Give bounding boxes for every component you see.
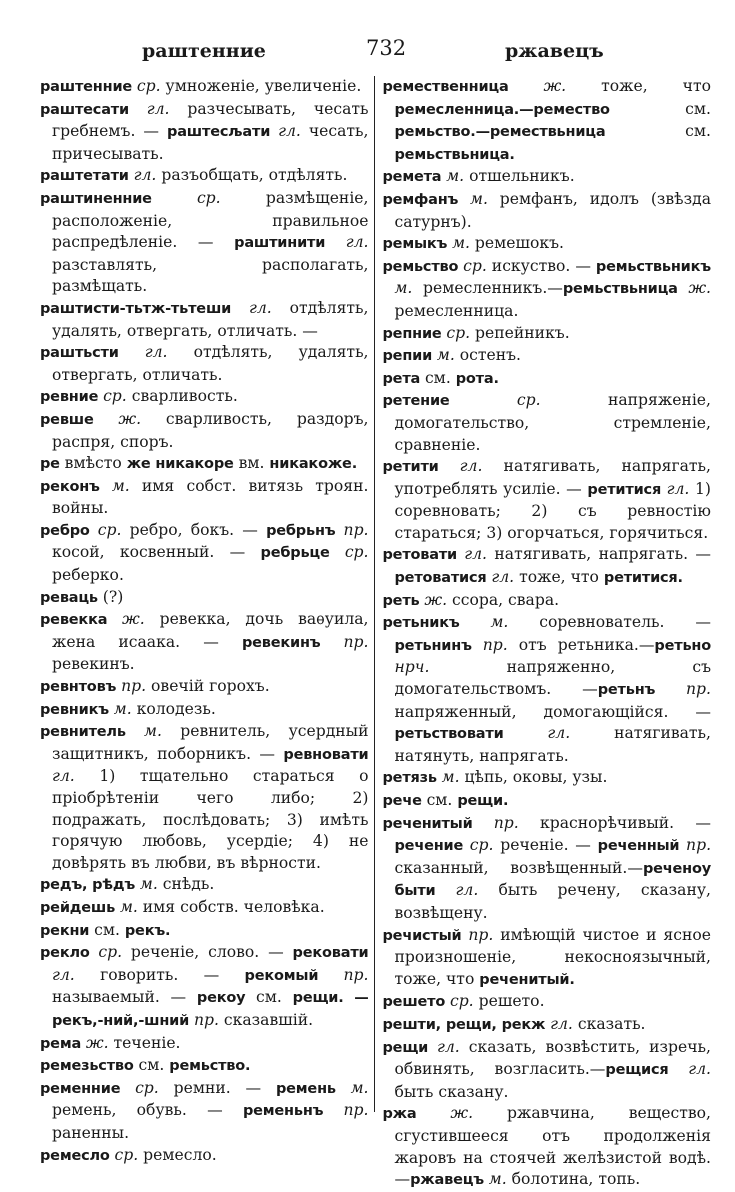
dictionary-entry (40, 298, 369, 342)
definition-text: вм. (233, 454, 270, 473)
dictionary-entry (383, 390, 712, 456)
grammar-label: пр. (343, 1101, 369, 1120)
grammar-label: гл. (345, 233, 369, 252)
header-left-word: раштенние (142, 40, 266, 62)
grammar-label: гл. (459, 457, 483, 476)
dictionary-entry (383, 1037, 712, 1104)
headword: ревнтовъ (40, 679, 122, 696)
headword: рековати (292, 945, 369, 962)
grammar-label: пр. (482, 635, 508, 654)
definition-text: напряженіе, домогательство, стремленіе, сравненіе. (394, 391, 711, 454)
headword: ретитися. (603, 570, 683, 587)
definition-text: сварливость. (126, 387, 238, 406)
definition-text: напряженный, домогающійся. — (394, 702, 711, 721)
grammar-label: м. (111, 476, 130, 495)
dictionary-entry (40, 342, 369, 386)
definition-text: краснорѣчивый. — (518, 813, 711, 832)
grammar-label: ср. (196, 188, 221, 207)
page-number: 732 (366, 36, 407, 60)
definition-text: имя собст. витязь троян. войны. (52, 476, 369, 518)
dictionary-entry (40, 1033, 369, 1056)
definition-text: напряженно, съ домогательствомъ. — (394, 658, 711, 699)
headword: реченоу быти (394, 860, 711, 900)
headword: ремьствьница. (394, 146, 515, 163)
headword: ребрьце (260, 545, 345, 562)
dictionary-entry (383, 189, 712, 233)
definition-text: см. (609, 99, 711, 118)
grammar-label: гл. (52, 767, 75, 786)
grammar-label: м. (139, 875, 158, 894)
grammar-label: ср. (103, 387, 127, 406)
grammar-label: гл. (688, 1060, 711, 1079)
headword: ремьствьникъ (595, 258, 711, 275)
definition-text: чесать, причесывать. (52, 122, 369, 163)
grammar-label: ср. (97, 520, 122, 539)
headword: ремьство.—ремествьница (394, 124, 606, 141)
dictionary-entry (40, 721, 369, 874)
dictionary-entry (40, 453, 369, 476)
definition-text: 1) соревновать; 2) съ ревностію стараться; 3) огорчаться, горячиться. (394, 479, 711, 542)
definition-text: косой, косвенный. — (52, 543, 261, 562)
grammar-label: гл. (146, 99, 170, 118)
headword: раштесати (40, 101, 147, 118)
headword: реваць (40, 589, 103, 606)
headword: рекомый (244, 967, 344, 984)
definition-text: см. (605, 122, 711, 141)
headword: рещи. — рекъ,-ний,-шний (52, 990, 369, 1029)
running-header (20, 36, 717, 76)
headword: редъ, рѣдъ (40, 877, 140, 894)
definition-text: соревнователь. — (508, 613, 712, 632)
headword: ревше (40, 411, 119, 428)
grammar-label: ср. (469, 836, 494, 855)
headword: ретовати (382, 547, 465, 564)
headword: реченитый. (479, 971, 575, 988)
definition-text: сказать. (572, 1014, 646, 1033)
grammar-label: гл. (133, 166, 157, 185)
headword: рекни (40, 922, 95, 939)
grammar-label: м. (436, 346, 455, 365)
dictionary-entry (383, 166, 712, 189)
grammar-label: ср. (98, 943, 123, 962)
definition-text: см. (138, 1056, 170, 1075)
definition-text: отшельникъ. (464, 167, 575, 186)
headword: ретьнинъ (394, 637, 483, 654)
grammar-label: пр. (343, 520, 369, 539)
headword: раштинити (234, 235, 346, 252)
grammar-label: м. (350, 1078, 369, 1097)
definition-text: сказать, возвѣстить, изречь, обвинять, возгласить.— (394, 1037, 711, 1079)
dictionary-entry (383, 544, 712, 589)
definition-text: ржавчина, вещество, сгустившееся отъ продолженія жаровъ на стоячей желѣзистой водѣ.— (394, 1104, 711, 1189)
definition-text: 1) тщательно стараться о пріобрѣтеніи чего либо; 2) подражать, послѣдовать; 3) имѣть горячую любовь, усердіе; 4) не довѣрять въ любви, въ вѣрности. (52, 767, 369, 872)
dictionary-entry (40, 897, 369, 920)
grammar-label: м. (488, 1170, 507, 1189)
definition-text: сварливость, раздоръ, распря, споръ. (52, 409, 369, 451)
headword: ремесло (40, 1147, 115, 1164)
definition-text: ремесленница. (394, 301, 519, 320)
headword: ременние (40, 1080, 136, 1097)
headword: ременьнъ (242, 1103, 344, 1120)
headword: рекоу (196, 990, 257, 1007)
definition-text: овечій горохъ. (146, 677, 270, 696)
definition-text: разставлять, располагать, размѣщать. (52, 255, 369, 296)
grammar-label: ср. (344, 543, 369, 562)
headword: ретьнъ (597, 682, 687, 699)
grammar-label: пр. (193, 1010, 219, 1029)
grammar-label: гл. (144, 343, 168, 362)
grammar-label: м. (113, 699, 132, 718)
definition-text: раненны. (52, 1123, 130, 1142)
headword: ретитися (587, 481, 667, 498)
grammar-label: гл. (491, 568, 515, 587)
definition-text: натягивать, натянуть, напрягать. (394, 724, 711, 765)
headword: ремфанъ (382, 191, 471, 208)
headword: реть (382, 592, 425, 609)
headword: ретязь (382, 770, 442, 787)
headword: ревние (40, 389, 104, 406)
headword: речение (394, 838, 470, 855)
definition-text: см. (256, 988, 293, 1007)
dictionary-entry (383, 991, 712, 1014)
definition-text: ревекка, дочь ваѳуила, жена исаака. — (52, 610, 369, 651)
definition-text: решето. (473, 992, 545, 1011)
headword: репние (382, 325, 447, 342)
definition-text: называемый. — (52, 988, 197, 1007)
grammar-label: гл. (278, 122, 301, 141)
headword: ребро (40, 522, 98, 539)
grammar-label: гл. (547, 724, 571, 743)
grammar-label: пр. (686, 836, 712, 855)
left-column (26, 76, 374, 1164)
headword: реконъ (40, 478, 112, 495)
headword: ремесленница.—ремество (394, 101, 610, 118)
grammar-label: гл. (550, 1014, 573, 1033)
dictionary-entry (40, 1055, 369, 1078)
definition-text: отдѣлять, удалять, отвергать, отличать. — (52, 298, 369, 340)
headword: ревникъ (40, 701, 114, 718)
dictionary-entry (40, 76, 369, 99)
dictionary-entry (40, 587, 369, 610)
definition-text: быть сказану. (394, 1082, 509, 1101)
right-column (374, 76, 716, 1189)
headword: ретьно (654, 637, 711, 654)
definition-text: см. (424, 368, 456, 387)
definition-text: имѣющій чистое и ясное произношеніе, некосноязычный, тоже, что (394, 925, 711, 988)
definition-text: быть речену, сказану, возвѣщену. (394, 881, 711, 922)
dictionary-entry (40, 676, 369, 699)
definition-text: ревекинъ. (52, 655, 135, 674)
definition-text: ремешокъ. (469, 234, 565, 253)
dictionary-entry (383, 790, 712, 813)
grammar-label: гл. (455, 881, 479, 900)
dictionary-entry (40, 520, 369, 587)
grammar-label: гл. (437, 1037, 460, 1056)
grammar-label: м. (441, 768, 460, 787)
definition-text: реченіе, слово. — (122, 943, 293, 962)
definition-text: отдѣлять, удалять, отвергать, отличать. (52, 343, 369, 384)
definition-text: разъобщать, отдѣлять. (156, 166, 348, 185)
dictionary-entry (383, 456, 712, 544)
definition-text: вмѣсто (64, 454, 127, 473)
definition-text: ремень, обувь. — (52, 1101, 243, 1120)
grammar-label: пр. (468, 925, 494, 944)
headword: реченный (597, 838, 687, 855)
definition-text: болотина, топь. (506, 1170, 641, 1189)
headword: ретити (382, 459, 460, 476)
definition-text: тоже, что (514, 568, 604, 587)
grammar-label: ср. (135, 1078, 159, 1097)
definition-text: ремесло. (138, 1145, 217, 1164)
headword: ремьство (382, 258, 464, 275)
grammar-label: ж. (424, 590, 448, 609)
headword: же никакоре (126, 456, 234, 473)
headword: ретьствовати (394, 726, 548, 743)
grammar-label: м. (144, 722, 162, 741)
definition-text: ревнитель, усердный защитникъ, поборникъ. — (52, 722, 369, 763)
definition-text: ссора, свара. (447, 590, 560, 609)
dictionary-entry (383, 813, 712, 925)
headword: ревнитель (40, 724, 145, 741)
headword: раштенние (40, 79, 137, 95)
definition-text: сказанный, возвѣщенный.— (394, 858, 643, 877)
headword: ретоватися (394, 570, 492, 587)
grammar-label: м. (470, 189, 488, 208)
dictionary-entry (40, 165, 369, 188)
headword: рета (382, 370, 425, 387)
grammar-label: м. (446, 167, 465, 186)
headword: раштесљати (167, 124, 279, 141)
headword: раштисти-тьтж-тьтеши (40, 300, 249, 317)
headword: рещи. (457, 793, 509, 809)
grammar-label: пр. (686, 680, 711, 699)
grammar-label: пр. (121, 677, 147, 696)
dictionary-entry (40, 386, 369, 409)
definition-text: натягивать, напрягать. — (487, 545, 711, 564)
dictionary-entry (40, 920, 369, 943)
definition-text: ремни. — (158, 1078, 276, 1097)
dictionary-entry (383, 256, 712, 323)
header-right-word: ржавецъ (505, 40, 604, 62)
dictionary-entry (40, 409, 369, 453)
dictionary-entry (40, 699, 369, 722)
definition-text: реберко. (52, 566, 124, 585)
definition-text: ребро, бокъ. — (121, 520, 267, 539)
headword: ремета (382, 169, 447, 186)
grammar-label: гл. (248, 298, 272, 317)
dictionary-entry (383, 345, 712, 368)
headword: реченитый (382, 815, 494, 832)
dictionary-entry (383, 368, 712, 391)
definition-text: имя собств. человѣка. (137, 897, 325, 916)
dictionary-entry (40, 874, 369, 897)
headword: раштетати (40, 168, 134, 185)
dictionary-entry (40, 609, 369, 676)
definition-text: (?) (102, 587, 124, 606)
headword: рещи (382, 1039, 437, 1056)
dictionary-entry (383, 323, 712, 346)
dictionary-entry (40, 1078, 369, 1145)
grammar-label: ср. (446, 323, 471, 342)
grammar-label: ж. (118, 409, 142, 428)
headword: рекло (40, 945, 99, 962)
grammar-label: ср. (136, 77, 161, 95)
dictionary-entry (40, 476, 369, 520)
headword: ремыкъ (382, 236, 453, 253)
dictionary-entry (383, 767, 712, 790)
dictionary-entry (40, 99, 369, 166)
headword: рекъ. (124, 922, 171, 939)
definition-text: ремфанъ, идолъ (звѣзда сатурнъ). (394, 189, 711, 231)
definition-text: остенъ. (454, 346, 522, 365)
dictionary-entry (383, 612, 712, 767)
definition-text: см. (426, 791, 458, 809)
definition-text: искуство. — (486, 256, 596, 275)
definition-text: разчесывать, чесать гребнемъ. — (52, 99, 369, 141)
headword: рота. (455, 370, 499, 387)
headword: ревекка (40, 612, 123, 629)
headword: ремьствьница (562, 281, 689, 298)
dictionary-entry (40, 188, 369, 298)
definition-text: натягивать, напрягать, употреблять усиліе. — (394, 457, 711, 498)
definition-text: теченіе. (108, 1033, 181, 1052)
dictionary-entry (383, 925, 712, 992)
definition-text: ремесленникъ.— (412, 279, 563, 298)
headword: рещися (605, 1062, 689, 1079)
headword: рече (382, 793, 427, 809)
definition-text: цѣпь, оковы, узы. (459, 768, 608, 787)
headword: речистый (382, 927, 469, 944)
grammar-label: ж. (543, 77, 567, 95)
headword: ретение (382, 393, 517, 410)
definition-text: снѣдь. (157, 875, 215, 894)
grammar-label: м. (394, 279, 413, 298)
definition-text: репейникъ. (470, 323, 570, 342)
grammar-label: пр. (343, 965, 369, 984)
headword: ремень (275, 1080, 351, 1097)
headword: решето (382, 994, 450, 1011)
dictionary-entry (383, 1014, 712, 1037)
definition-text: размѣщеніе, расположеніе, правильное распредѣленіе. — (52, 188, 369, 252)
definition-text: см. (94, 920, 125, 939)
grammar-label: ж. (122, 610, 145, 629)
definition-text: реченіе. — (493, 836, 598, 855)
headword: ремезьство (40, 1058, 139, 1075)
grammar-label: гл. (464, 545, 488, 564)
headword: ржа (382, 1106, 451, 1123)
definition-text: умноженіе, увеличеніе. (160, 77, 362, 95)
headword: рейдешь (40, 899, 120, 916)
headword: репии (382, 348, 437, 365)
dictionary-entry (383, 590, 712, 613)
grammar-label: ср. (449, 992, 474, 1011)
headword: раштьсти (40, 345, 145, 362)
grammar-label: гл. (52, 965, 75, 984)
grammar-label: ж. (85, 1033, 109, 1052)
headword: решти, рещи, рекж (382, 1016, 551, 1033)
grammar-label: м. (490, 613, 509, 632)
grammar-label: пр. (493, 813, 519, 832)
grammar-label: ж. (450, 1104, 474, 1123)
definition-text: тоже, что (566, 77, 711, 95)
dictionary-entry (40, 942, 369, 1032)
headword: ревновати (283, 746, 369, 763)
grammar-label: ср. (463, 256, 487, 275)
grammar-label: ж. (688, 279, 711, 298)
headword: рема (40, 1035, 86, 1052)
headword: ржавецъ (410, 1172, 489, 1189)
headword: ребрьнъ (266, 522, 344, 539)
grammar-label: ср. (516, 391, 541, 410)
grammar-label: м. (119, 897, 138, 916)
columns (26, 76, 715, 1189)
definition-text: говорить. — (74, 965, 245, 984)
dictionary-entry (40, 1145, 369, 1168)
grammar-label: гл. (666, 479, 690, 498)
definition-text: сказавшій. (218, 1010, 314, 1029)
headword: никакоже. (269, 456, 358, 473)
headword: ремественница (382, 79, 544, 95)
grammar-label: пр. (343, 632, 369, 651)
headword: ревекинъ (241, 634, 344, 651)
headword: ремьство. (169, 1058, 251, 1075)
grammar-label: ср. (114, 1145, 139, 1164)
definition-text: колодезь. (131, 699, 216, 718)
dictionary-entry (383, 1103, 712, 1191)
grammar-label: нрч. (394, 658, 430, 677)
headword: раштиненние (40, 190, 197, 207)
definition-text: отъ ретьника.— (507, 635, 655, 654)
grammar-label: м. (452, 234, 470, 253)
dictionary-entry (383, 76, 712, 166)
dictionary-entry (383, 233, 712, 256)
headword: ре (40, 456, 65, 473)
headword: ретьникъ (382, 615, 491, 632)
